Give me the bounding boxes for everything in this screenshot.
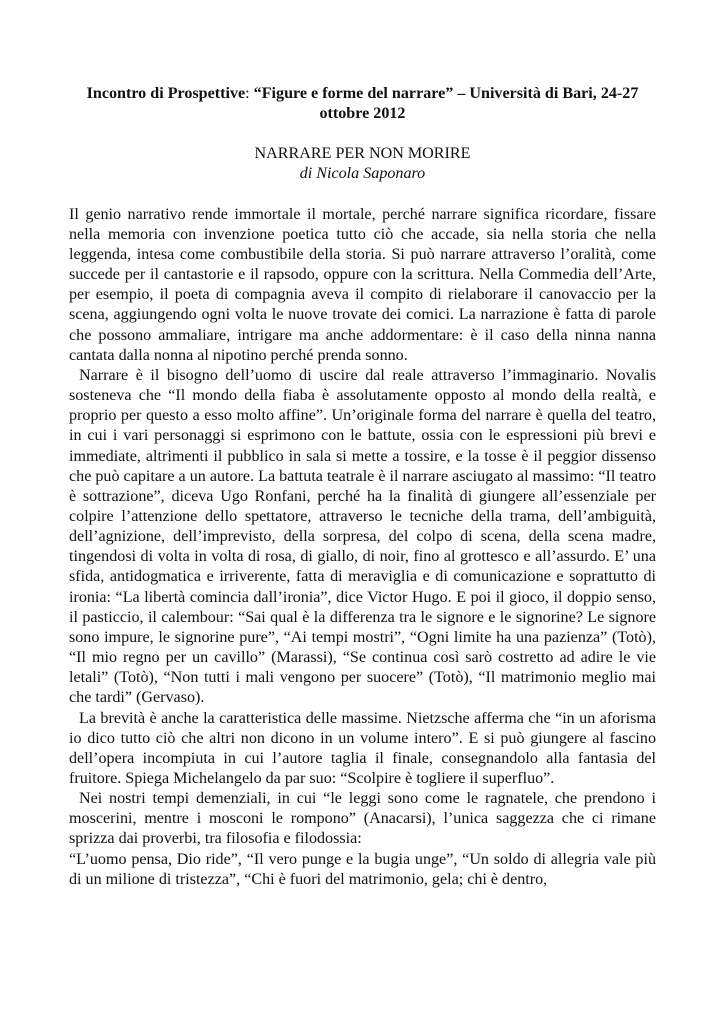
article-title: NARRARE PER NON MORIRE — [254, 145, 471, 163]
paragraph-4: Nei nostri tempi demenziali, in cui “le leggi sono come le ragnatele, che prendono i moscerini, mentre i mosconi le rompono” (Anacarsi), l’unica saggezza che ci rimane sprizza dai proverbi, tra filosofia e filodossia: — [69, 790, 656, 848]
event-separator: : — [245, 85, 250, 102]
paragraph-3: La brevità è anche la caratteristica delle massime. Nietzsche afferma che “in un aforisma io dico tutto ciò che altri non dicono in un volume intero”. E si può giungere al fascino dell’opera incompiuta in cui l’autore taglia il finale, consegnandolo alla fantasia del fruitore. Spiega Michelangelo da par suo: “Scolpire è togliere il superfluo”. — [69, 709, 656, 787]
event-heading — [69, 84, 656, 124]
paragraph-1: Il genio narrativo rende immortale il mortale, perché narrare significa ricordare, fissare nella memoria con invenzione poetica tutto ciò che accade, sia nella storia che nella leggenda, intesa come combustibile della storia. Si può narrare attraverso l’oralità, come succede per il cantastorie e il rapsodo, oppure con la scrittura. Nella Commedia dell’Arte, per esempio, il poeta di compagnia aveva il compito di rielaborare il canovaccio per la scena, aggiungendo ogni volta le nuove trovate dei comici. La narrazione è fatta di parole che possono ammaliare, intrigare ma anche addormentare: è il caso della ninna nanna cantata dalla nonna al nipotino perché prenda sonno. — [69, 205, 656, 364]
event-label: Incontro di Prospettive — [86, 85, 246, 102]
event-details: “Figure e forme del narrare” – Università di Bari, 24-27 ottobre 2012 — [249, 85, 639, 123]
document-page — [69, 84, 656, 890]
paragraph-2: Narrare è il bisogno dell’uomo di uscire dal reale attraverso l’immaginario. Novalis sosteneva che “Il mondo della fiaba è assolutamente opposto al mondo della realtà, e proprio per questo a esso molto affine”. Un’originale forma del narrare è quella del teatro, in cui i vari personaggi si esprimono con le battute, ossia con le espressioni più brevi e immediate, altrimenti il pubblico in sala si mette a tossire, e la tosse è il peggior dissenso che può capitare a un autore. La battuta teatrale è il narrare asciugato al massimo: “Il teatro è sottrazione”, diceva Ugo Ronfani, perché ha la finalità di giungere all’essenziale per colpire l’attenzione dello spettatore, attraverso le tecniche della trama, dell’ambiguità, dell’agnizione, dell’imprevisto, della sorpresa, del colpo di scena, della scena madre, tingendosi di volta in volta di rosa, di giallo, di noir, fino al grottesco e all’assurdo. E’ una sfida, antidogmatica e irriverente, fatta di meraviglia e di comunicazione e soprattutto di ironia: “La libertà comincia dall’ironia”, dice Victor Hugo. E poi il gioco, il doppio senso, il pasticcio, il calembour: “Sai qual è la differenza tra le signore e le signorine? Le signore sono impure, le signorine pure”, “Ai tempi mostri”, “Ogni limite ha una pazienza” (Totò), “Il mio regno per un cavillo” (Marassi), “Se continua così sarò costretto ad adire le vie letali” (Totò), “Non tutti i mali vengono per suocere” (Totò), “Il matrimonio meglio mai che tardi” (Gervaso). — [69, 366, 656, 707]
article-body — [69, 205, 656, 890]
article-author: di Nicola Saponaro — [299, 165, 426, 183]
title-block — [69, 144, 656, 184]
paragraph-5: “L’uomo pensa, Dio ride”, “Il vero punge e la bugia unge”, “Un soldo di allegria vale più di un milione di tristezza”, “Chi è fuori del matrimonio, gela; chi è dentro, — [69, 850, 656, 888]
